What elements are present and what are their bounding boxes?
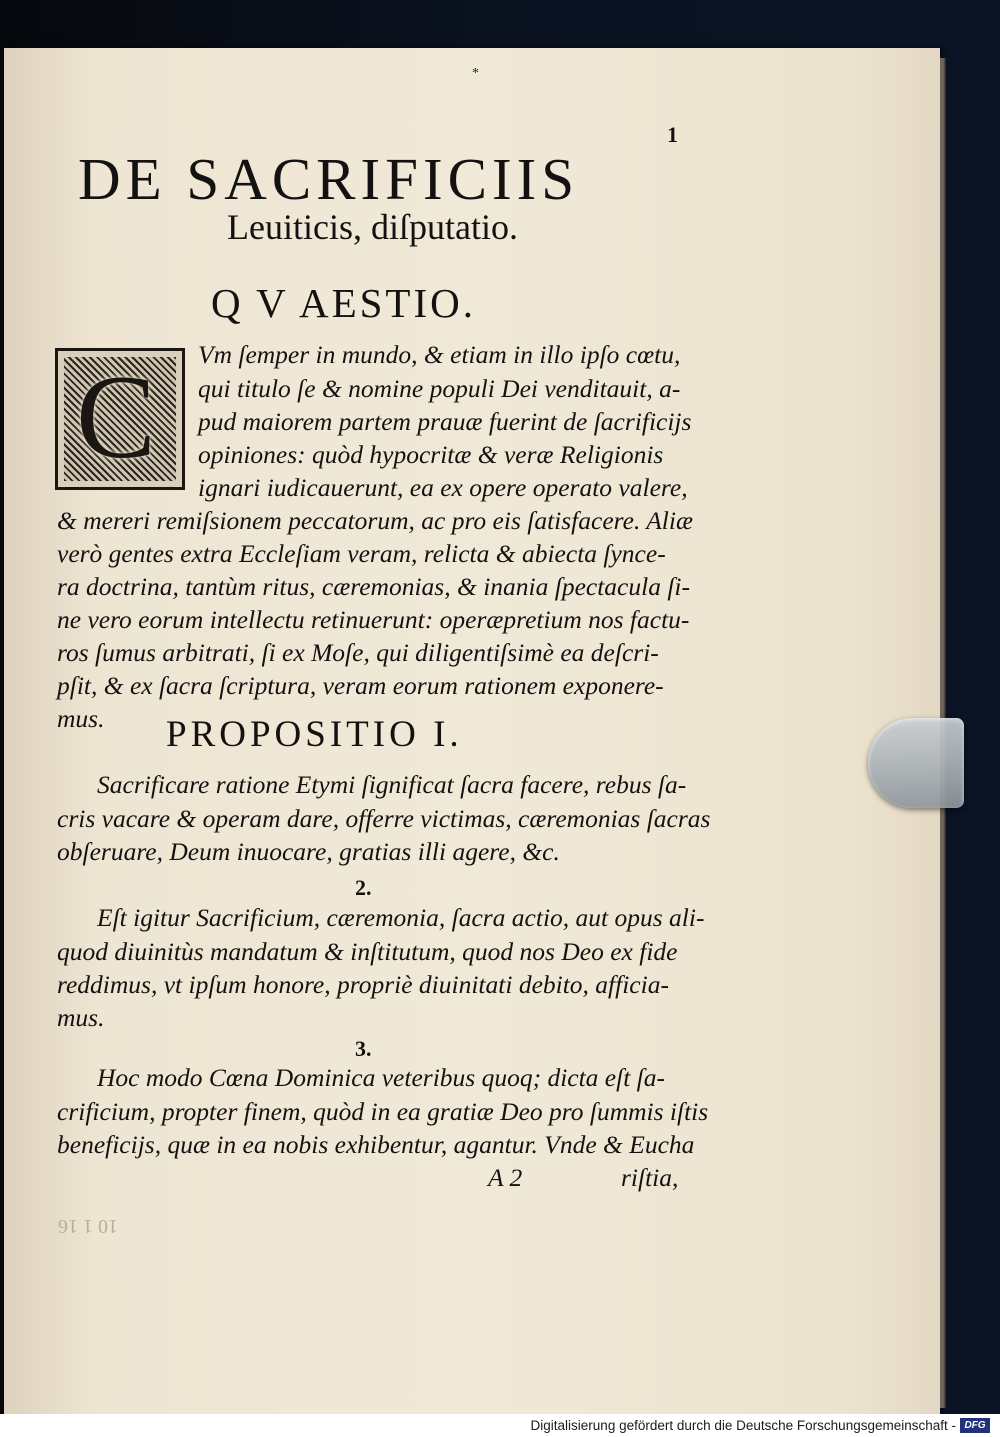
initial-letter: C [76, 350, 157, 483]
proposition-line: mus. [57, 1003, 105, 1032]
intro-line: opiniones: quòd hypocritæ & veræ Religionis [198, 440, 664, 469]
proposition-line: Hoc modo Cœna Dominica veteribus quoq; dicta eſt ſa- [97, 1063, 665, 1092]
proposition-line: quod diuinitùs mandatum & inſtitutum, quod nos Deo ex fide [57, 937, 678, 966]
intro-line: ignari iudicauerunt, ea ex opere operato valere, [198, 473, 688, 502]
proposition-number: 2. [355, 875, 372, 900]
section-heading: Q V AESTIO. [211, 280, 476, 326]
proposition-line: obſeruare, Deum inuocare, gratias illi agere, &c. [57, 837, 560, 866]
proposition-heading: PROPOSITIO I. [166, 714, 463, 755]
signature-mark: A 2 [488, 1163, 523, 1192]
page-subtitle: Leuiticis, diſputatio. [227, 207, 518, 247]
proposition-line: beneficijs, quæ in ea nobis exhibentur, agantur. Vnde & Eucha [57, 1130, 695, 1159]
page-clip [868, 718, 964, 808]
intro-line: Vm ſemper in mundo, & etiam in illo ipſo cœtu, [198, 340, 681, 369]
intro-line: ros ſumus arbitrati, ſi ex Moſe, qui diligentiſsimè ea deſcri- [57, 638, 659, 667]
intro-line: pud maiorem partem prauæ fuerint de ſacrificijs [198, 407, 692, 436]
intro-line: pſit, & ex ſacra ſcriptura, veram eorum rationem exponere- [57, 671, 664, 700]
dfg-logo: DFG [960, 1418, 990, 1433]
intro-line: verò gentes extra Eccleſiam veram, relicta & abiecta ſynce- [57, 539, 666, 568]
proposition-line: crificium, propter finem, quòd in ea gratiæ Deo pro ſummis iſtis [57, 1097, 709, 1126]
page-number-mark: 1 [667, 122, 678, 147]
book-page [4, 48, 940, 1414]
intro-line: & mereri remiſsionem peccatorum, ac pro eis ſatisfacere. Aliæ [57, 506, 693, 535]
intro-line: mus. [57, 704, 105, 733]
proposition-line: cris vacare & operam dare, offerre victimas, cæremonias ſacras [57, 804, 711, 833]
proposition-number: 3. [355, 1036, 372, 1061]
bleed-through-text: 10 1 16 [58, 1215, 118, 1237]
footer-bar [0, 1414, 1000, 1437]
proposition-line: Eſt igitur Sacrificium, cæremonia, ſacra actio, aut opus ali- [97, 903, 705, 932]
page-title: DE SACRIFICIIS [78, 146, 580, 212]
catchword: riſtia, [621, 1163, 679, 1192]
proposition-line: reddimus, vt ipſum honore, propriè diuinitati debito, afficia- [57, 970, 669, 999]
proposition-line: Sacrificare ratione Etymi ſignificat ſacra facere, rebus ſa- [97, 770, 687, 799]
footer-credit: Digitalisierung gefördert durch die Deutsche Forschungsgemeinschaft - [530, 1418, 956, 1433]
page-star-mark: * [472, 66, 479, 81]
intro-line: ra doctrina, tantùm ritus, cæremonias, & inania ſpectacula ſi- [57, 572, 690, 601]
intro-line: ne vero eorum intellectu retinuerunt: operæpretium nos factu- [57, 605, 690, 634]
intro-line: qui titulo ſe & nomine populi Dei venditauit, a- [198, 374, 681, 403]
decorated-initial [55, 348, 185, 490]
